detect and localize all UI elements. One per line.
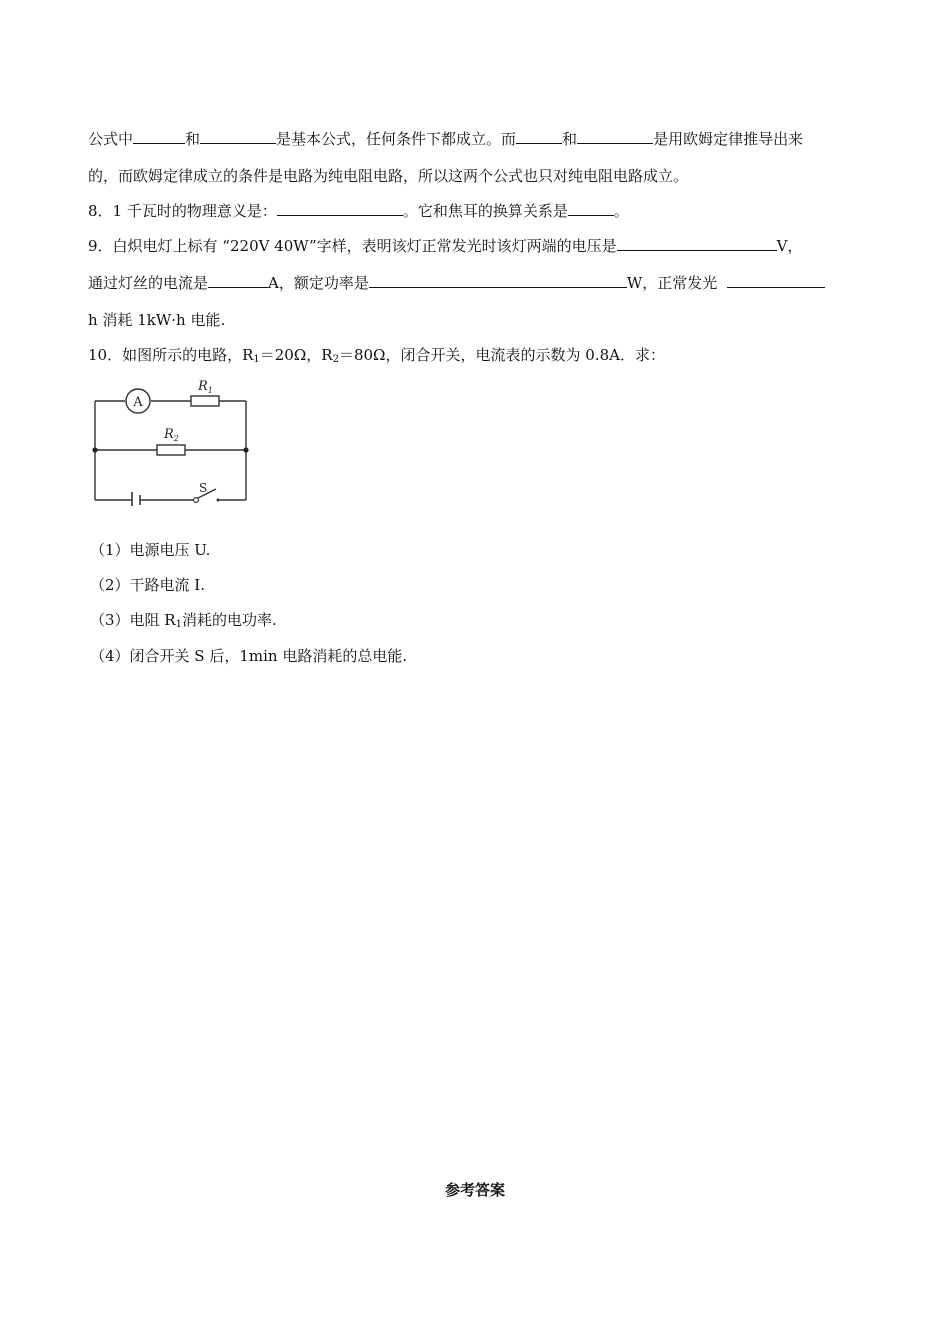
- blank: [277, 201, 403, 216]
- resistor-r2: [157, 427, 185, 455]
- question-9-line3: h 消耗 1kW·h 电能.: [88, 311, 226, 329]
- question-9-line2: 通过灯丝的电流是 A，额定功率是 W，正常发光: [88, 273, 825, 293]
- r1-sub: 1: [207, 386, 213, 395]
- switch-label: S: [199, 481, 208, 495]
- p7-line2: 的，而欧姆定律成立的条件是电路为纯电阻电路，所以这两个公式也只对纯电阻电路成立。: [88, 167, 689, 185]
- blank: [727, 273, 825, 288]
- svg-text:R1: [197, 379, 213, 395]
- sub-question-1: （1）电源电压 U.: [90, 541, 211, 559]
- blank: [516, 129, 562, 144]
- ammeter-icon: [126, 389, 150, 413]
- junction-dot: [92, 447, 97, 452]
- switch-icon: [194, 481, 220, 502]
- circuit-diagram: [88, 376, 258, 506]
- resistor-r1: [191, 379, 219, 406]
- p7-line1: 公式中 和 是基本公式，任何条件下都成立。而 和 是用欧姆定律推导出来: [88, 130, 804, 148]
- blank: [133, 129, 185, 144]
- answer-heading: 参考答案: [444, 1181, 505, 1199]
- sub-question-3: （3）电阻 $R_1$消耗的电功率.: [90, 611, 277, 630]
- sub-question-4: （4）闭合开关 S 后，1min 电路消耗的总电能.: [90, 647, 408, 665]
- blank: [200, 129, 276, 144]
- question-9-line1: 9．白炽电灯上标有 “220V 40W”字样，表明该灯正常发光时该灯两端的电压是 V，: [88, 237, 803, 255]
- r1-label: R: [198, 379, 208, 394]
- blank: [568, 201, 614, 216]
- ammeter-label: A: [133, 395, 143, 410]
- blank: [208, 273, 268, 288]
- r2-sub: 2: [173, 434, 179, 443]
- r2-label: R: [164, 427, 174, 442]
- blank: [617, 236, 777, 251]
- svg-text:R2: [163, 427, 179, 443]
- question-8: 8．1 千瓦时的物理意义是： 。它和焦耳的换算关系是 。: [88, 202, 629, 220]
- battery-icon: [132, 492, 140, 506]
- sub-question-2: （2）干路电流 I.: [90, 576, 206, 594]
- blank: [369, 273, 627, 288]
- question-10: 10．如图所示的电路，$R_1=20\Omega$，$R_2=80\Omega$，闭合开关，电流表的示数为 0.8A．求：: [88, 346, 665, 365]
- blank: [577, 129, 653, 144]
- junction-dot: [243, 447, 248, 452]
